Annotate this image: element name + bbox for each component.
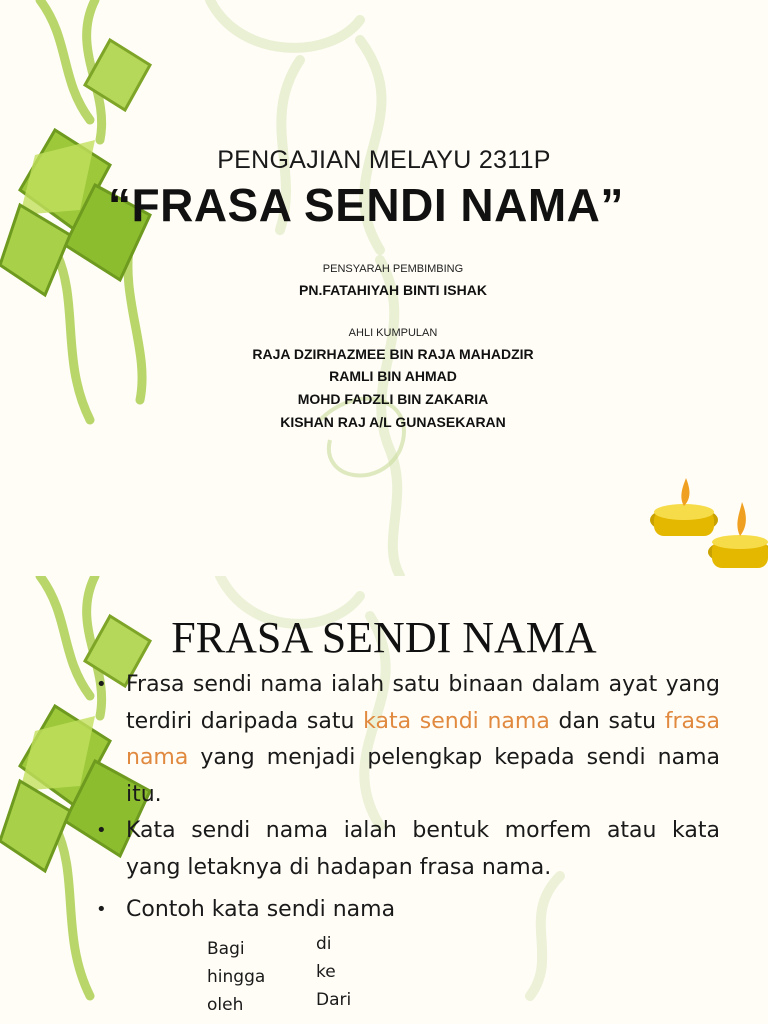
supervisor-name: PN.FATAHIYAH BINTI ISHAK — [299, 282, 487, 298]
bullet-item — [96, 813, 720, 886]
example-word: Bagi — [207, 939, 245, 959]
oil-lamp-icon — [650, 478, 768, 568]
bullet-text: Frasa sendi nama ialah satu binaan dalam ayat yang terdiri daripada satu kata sendi nama dan satu frasa nama yang menjadi pelengkap kepada sendi nama itu. — [126, 672, 720, 807]
bullet-item — [96, 892, 720, 929]
members-heading: AHLI KUMPULAN — [348, 327, 438, 339]
example-list — [207, 935, 265, 1019]
bullet-item — [96, 667, 720, 813]
example-list — [316, 930, 351, 1014]
member-name: MOHD FADZLI BIN ZAKARIA — [297, 391, 489, 407]
slide-title: FRASA SENDI NAMA — [171, 613, 597, 662]
bullet-dot: • — [96, 899, 107, 920]
bullet-text: Kata sendi nama ialah bentuk morfem atau kata yang letaknya di hadapan frasa nama. — [126, 818, 720, 880]
example-word: hingga — [207, 967, 266, 987]
highlight-term: kata sendi nama — [363, 708, 550, 734]
member-name: KISHAN RAJ A/L GUNASEKARAN — [280, 414, 506, 430]
course-title: PENGAJIAN MELAYU 2311P — [217, 146, 551, 174]
bullet-dot: • — [96, 820, 107, 841]
presentation-title: “FRASA SENDI NAMA” — [108, 179, 624, 231]
bullet-text: Contoh kata sendi nama — [126, 897, 396, 922]
member-name: RAJA DZIRHAZMEE BIN RAJA MAHADZIR — [252, 346, 534, 362]
slide-2 — [0, 576, 768, 1024]
example-word: ke — [316, 962, 336, 982]
supervisor-heading: PENSYARAH PEMBIMBING — [322, 263, 464, 275]
member-name: RAMLI BIN AHMAD — [329, 368, 457, 384]
example-word: di — [316, 934, 332, 954]
bullet-dot: • — [96, 674, 107, 695]
example-word: oleh — [207, 995, 244, 1015]
highlight-term: frasa nama — [126, 708, 720, 771]
example-word: Dari — [316, 990, 352, 1010]
